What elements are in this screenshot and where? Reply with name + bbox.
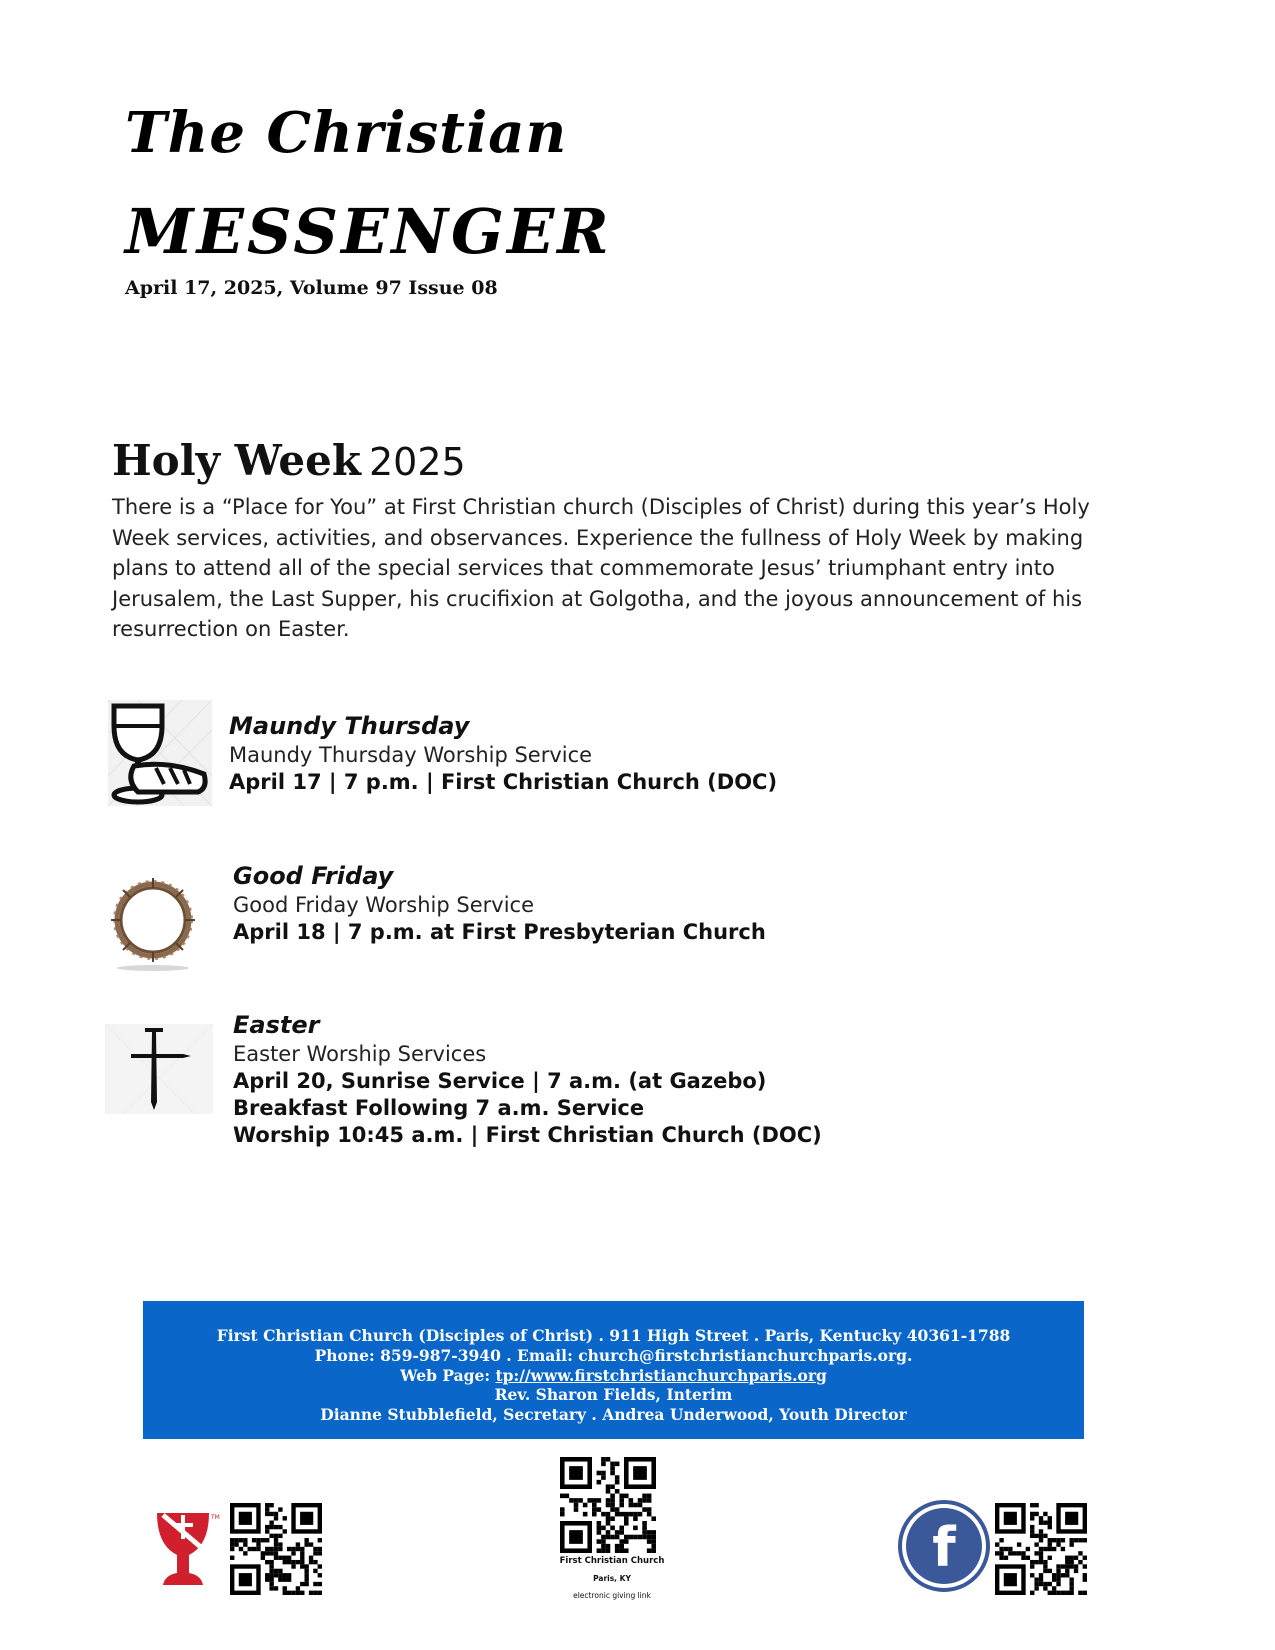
masthead-title-line1: The Christian <box>125 100 568 166</box>
church-address: First Christian Church (Disciples of Christ) . 911 High Street . Paris, Kentucky 40361-1788 <box>216 1326 1011 1345</box>
section-title <box>112 436 466 485</box>
church-web-page <box>143 1366 1084 1386</box>
issue-date-volume: April 17, 2025, Volume 97 Issue 08 <box>125 277 498 299</box>
event-detail: April 18 | 7 p.m. at First Presbyterian Church <box>233 920 766 944</box>
pastor-line: Rev. Sharon Fields, Interim <box>494 1385 733 1405</box>
facebook-icon[interactable] <box>898 1500 990 1592</box>
event-subtitle: Maundy Thursday Worship Service <box>229 743 593 767</box>
event-subtitle: Easter Worship Services <box>233 1042 487 1066</box>
web-page-link[interactable]: tp://www.firstchristianchurchparis.org <box>495 1365 827 1385</box>
event-detail: Worship 10:45 a.m. | First Christian Church (DOC) <box>233 1123 822 1147</box>
event-detail: Breakfast Following 7 a.m. Service <box>233 1096 645 1120</box>
event-title: Good Friday <box>233 862 394 890</box>
masthead-title-line2: MESSENGER <box>125 195 612 268</box>
section-title-year: 2025 <box>368 440 466 484</box>
qr-code-disciples[interactable] <box>230 1503 322 1595</box>
nail-cross-icon <box>105 1024 213 1114</box>
web-page-label: Web Page: <box>400 1365 491 1385</box>
facebook-letter: f <box>932 1516 956 1579</box>
qr-code-giving[interactable] <box>560 1457 656 1553</box>
event-maundy-thursday <box>229 712 777 794</box>
event-detail: April 20, Sunrise Service | 7 a.m. (at Gazebo) <box>233 1069 767 1093</box>
trademark-mark: TM <box>211 1514 220 1521</box>
giving-caption-church: First Christian Church <box>559 1556 665 1566</box>
giving-caption-city: Paris, KY <box>593 1574 631 1583</box>
event-title: Easter <box>233 1011 320 1039</box>
event-easter <box>233 1011 822 1147</box>
event-detail: April 17 | 7 p.m. | First Christian Church (DOC) <box>229 770 778 794</box>
qr-code-facebook[interactable] <box>995 1503 1087 1595</box>
section-title-bold: Holy Week <box>112 436 361 485</box>
church-contact-box <box>143 1301 1084 1439</box>
crown-of-thorns-icon <box>108 872 198 972</box>
chalice-bread-icon <box>108 700 212 806</box>
event-title: Maundy Thursday <box>229 712 470 740</box>
intro-paragraph: There is a “Place for You” at First Christian church (Disciples of Christ) during this year’s Holy Week services, activities, and observances. Experience the fullness of Holy Week by making plans to attend all of the special services that commemorate Jesus’ triumphant entry into Jerusalem, the Last Supper, his crucifixion at Golgotha, and the joyous announcement of his resurrection on Easter. <box>112 495 1090 641</box>
giving-caption-label: electronic giving link <box>573 1591 651 1600</box>
event-subtitle: Good Friday Worship Service <box>233 893 535 917</box>
church-phone-email: Phone: 859-987-3940 . Email: church@firstchristianchurchparis.org. <box>314 1345 913 1365</box>
disciples-chalice-logo <box>155 1509 220 1589</box>
staff-line: Dianne Stubblefield, Secretary . Andrea Underwood, Youth Director <box>320 1405 907 1425</box>
event-good-friday <box>233 862 766 944</box>
